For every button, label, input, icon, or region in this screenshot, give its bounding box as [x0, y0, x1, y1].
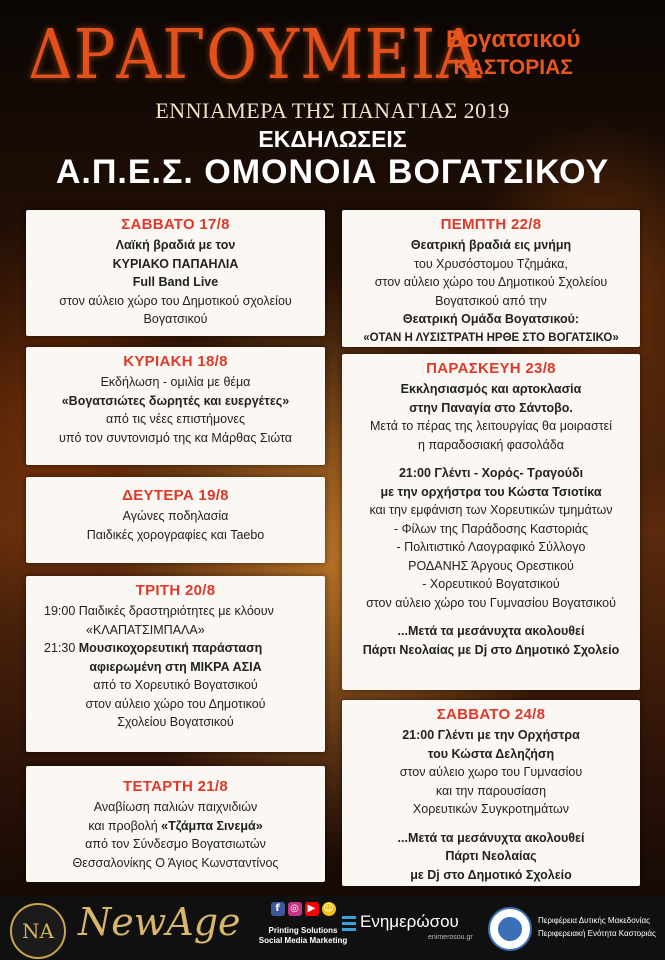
event-line: και την εμφάνιση των Χορευτικών τμημάτων [369, 503, 613, 517]
event-line: του Χρυσόστομου Τζημάκα, [414, 256, 568, 271]
event-day: ΣΑΒΒΑΤΟ 24/8 [436, 706, 546, 723]
event-line: Εκδήλωση - ομιλία με θέμα [100, 375, 251, 389]
event-line: - Πολιτιστικό Λαογραφικό Σύλλογο [396, 540, 586, 554]
event-line: Αγώνες ποδηλασία [122, 509, 229, 523]
event-line: - Χορευτικού Βογατσικού [422, 577, 560, 591]
subtitle-festival: ΕΝΝΙΑΜΕΡΑ ΤΗΣ ΠΑΝΑΓΙΑΣ 2019 [155, 98, 510, 123]
event-line: Θεσσαλονίκης Ο Άγιος Κωνσταντίνος [72, 855, 279, 870]
event-day: ΚΥΡΙΑΚΗ 18/8 [123, 353, 228, 370]
menu-bars-icon [342, 916, 356, 934]
event-line: Βογατσικού [143, 312, 208, 326]
region-logo [484, 905, 664, 953]
enimerosou-logo [342, 910, 472, 950]
event-time: 21:30 [44, 641, 76, 655]
event-line: από τον Σύνδεσμο Βογατσιωτών [85, 837, 266, 851]
event-line: Full Band Live [132, 275, 219, 289]
event-line: Πάρτι Νεολαίας με Dj στο Δημοτικό Σχολείο [362, 642, 620, 657]
subtitle-events: ΕΚΔΗΛΩΣΕΙΣ [258, 126, 407, 152]
event-card-fri23 [342, 354, 640, 690]
instagram-icon: ◎ [288, 902, 302, 916]
event-line: Μετά το πέρας της λειτουργίας θα μοιραστεί [370, 419, 612, 433]
event-text: και προβολή [88, 818, 162, 833]
event-line: στην Παναγία στο Σάντοβο. [409, 400, 573, 415]
event-line: Λαϊκή βραδιά με τον [115, 238, 236, 252]
event-day: ΠΑΡΑΣΚΕΥΗ 23/8 [426, 360, 556, 377]
event-line [26, 817, 325, 836]
event-day: ΣΑΒΒΑΤΟ 17/8 [121, 216, 230, 233]
event-line: στον αύλειο χώρο του Δημοτικού Σχολείου [374, 275, 608, 289]
event-line: με την ορχήστρα του Κώστα Τσιοτίκα [380, 484, 602, 499]
event-line: στον αύλειο χώρο του Δημοτικού σχολείου [59, 293, 292, 308]
event-line: του Κώστα Δεληζήση [427, 746, 555, 761]
event-line: 21:00 Γλέντι - Χορός- Τραγούδι [398, 466, 584, 480]
event-line: στον αύλειο χωρο του Γυμνασίου [399, 765, 583, 779]
event-line: Εκκλησιασμός και αρτοκλασία [400, 382, 582, 396]
event-line: ΚΥΡΙΑΚΟ ΠΑΠΑΗΛΙΑ [112, 256, 239, 271]
event-line: από τις νέες επιστήμονες [106, 412, 245, 426]
newage-logo: NewAge [78, 900, 241, 944]
youtube-icon: ▶ [305, 902, 319, 916]
event-line: 21:00 Γλέντι με την Ορχήστρα [402, 728, 580, 742]
event-day: ΤΡΙΤΗ 20/8 [135, 582, 216, 599]
event-day: ΤΕΤΑΡΤΗ 21/8 [122, 778, 228, 795]
title-location [446, 26, 580, 80]
poster-header [0, 0, 665, 200]
region-seal-icon [488, 907, 532, 951]
event-line [26, 639, 325, 658]
event-line: ...Μετά τα μεσάνυχτα ακολουθεί [397, 830, 585, 845]
event-line: Αναβίωση παλιών παιχνιδιών [93, 800, 258, 814]
event-day: ΠΕΜΠΤΗ 22/8 [440, 216, 542, 233]
event-line: στον αύλειο χώρο του Δημοτικού [85, 696, 266, 711]
event-line: Θεατρική βραδιά εις μνήμη [410, 238, 572, 252]
event-line: και την παρουσίαση [435, 783, 547, 798]
event-line: αφιερωμένη στη ΜΙΚΡΑ ΑΣΙΑ [89, 659, 262, 674]
event-line: ...Μετά τα μεσάνυχτα ακολουθεί [397, 624, 585, 638]
event-day: ΔΕΥΤΕΡΑ 19/8 [122, 487, 229, 504]
emoji-icon: ☺ [323, 903, 334, 914]
event-card-wed21 [26, 766, 325, 882]
enimerosou-domain: enimerosou.gr [428, 934, 473, 941]
event-line: - Φίλων της Παράδοσης Καστοριάς [394, 521, 588, 536]
social-line1: Printing Solutions [268, 926, 338, 935]
event-line: «ΟΤΑΝ Η ΛΥΣΙΣΤΡΑΤΗ ΗΡΘΕ ΣΤΟ ΒΟΓΑΤΣΙΚΟ» [363, 331, 619, 344]
event-title: Μουσικοχορευτική παράσταση [78, 641, 263, 655]
event-card-sat17 [26, 210, 325, 336]
event-card-sun18 [26, 347, 325, 465]
title-village: Βογατσικού [446, 26, 581, 53]
event-line: «Βογατσιώτες δωρητές και ευεργέτες» [61, 393, 290, 408]
event-line: Παιδικές χορογραφίες και Taebo [86, 527, 265, 542]
event-card-mon19 [26, 477, 325, 563]
event-line: Θεατρική Ομάδα Βογατσικού: [402, 312, 580, 326]
event-line: Χορευτικών Συγκροτημάτων [412, 802, 570, 816]
event-line: από το Χορευτικό Βογατσικού [93, 678, 258, 692]
region-line1: Περιφέρεια Δυτικής Μακεδονίας [538, 916, 650, 925]
event-line: «ΚΛΑΠΑΤΣΙΜΠΑΛΑ» [86, 622, 205, 637]
event-line: στον αύλειο χώρο του Γυμνασίου Βογατσικού [366, 595, 616, 610]
region-line2: Περιφερειακή Ενότητα Καστοριάς [538, 929, 656, 938]
event-card-tue20 [26, 576, 325, 752]
social-media-logo [258, 900, 348, 956]
subtitle-organizer: Α.Π.Ε.Σ. ΟΜΟΝΟΙΑ ΒΟΓΑΤΣΙΚΟΥ [55, 153, 610, 191]
event-line: η παραδοσιακή φασολάδα [418, 437, 564, 452]
poster-title: ΔΡΑΓΟΥΜΕΙΑ [28, 14, 483, 95]
event-line: Πάρτι Νεολαίας [445, 849, 537, 863]
event-title: «Τζάμπα Σινεμά» [161, 818, 263, 833]
event-line: 19:00 Παιδικές δραστηριότητες με κλόουν [44, 604, 274, 618]
event-line: ΡΟΔΑΝΗΣ Άργους Ορεστικού [408, 558, 574, 573]
facebook-icon: f [271, 902, 285, 916]
event-card-thu22 [342, 210, 640, 347]
title-region: ΚΑΣΤΟΡΙΑΣ [453, 56, 573, 79]
event-line: με Dj στο Δημοτικό Σχολείο [410, 867, 572, 882]
na-logo: NA [10, 903, 66, 959]
enimerosou-name: Ενημερώσου [360, 912, 459, 931]
social-line2: Social Media Marketing [258, 936, 348, 945]
event-line: Σχολείου Βογατσικού [117, 715, 234, 729]
event-line: υπό τον συντονισμό της κα Μάρθας Σιώτα [59, 430, 292, 445]
event-card-sat24 [342, 700, 640, 886]
event-line: Βογατσικού από την [435, 293, 547, 308]
